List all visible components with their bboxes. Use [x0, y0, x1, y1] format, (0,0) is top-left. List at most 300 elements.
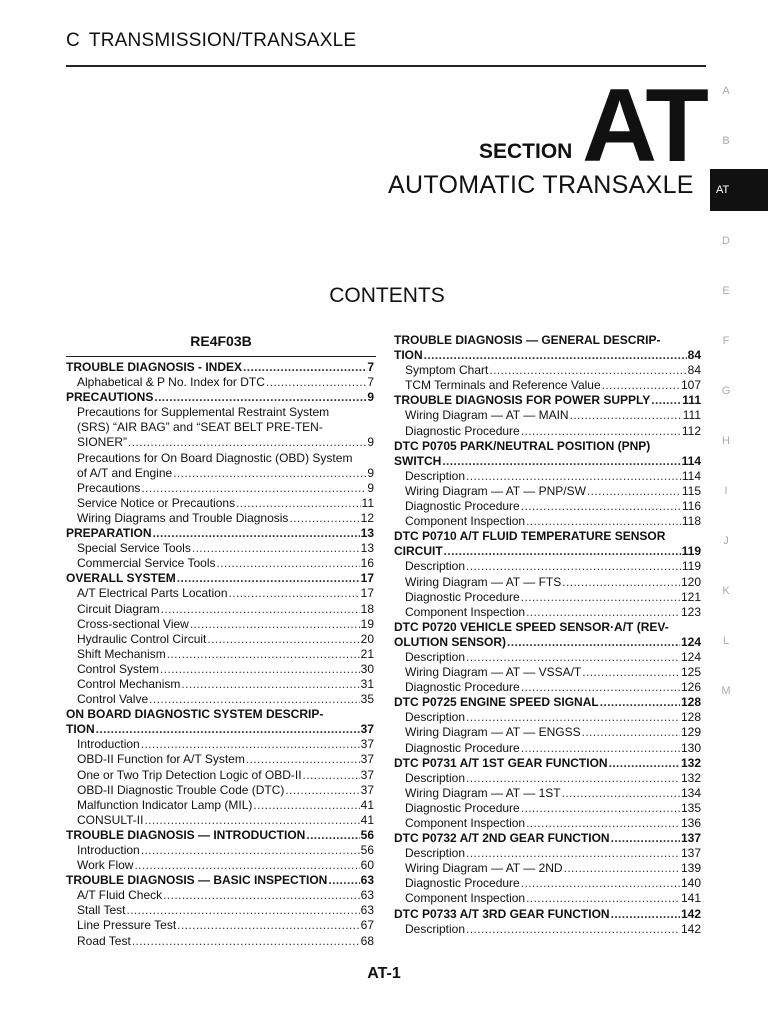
- toc-entry-title: Description: [405, 770, 466, 785]
- toc-entry-title: Description: [405, 846, 466, 861]
- toc-entry[interactable]: [66, 435, 374, 450]
- toc-entry[interactable]: [394, 363, 701, 378]
- toc-entry[interactable]: [66, 707, 374, 722]
- page-number: AT-1: [367, 965, 401, 982]
- toc-entry[interactable]: [394, 741, 701, 756]
- toc-entry-title: Circuit Diagram: [77, 601, 160, 616]
- toc-entry-title: Component Inspection: [405, 604, 526, 619]
- toc-entry-title: Description: [405, 710, 466, 725]
- toc-entry-title: OBD-II Diagnostic Trouble Code (DTC): [77, 782, 285, 797]
- toc-entry[interactable]: [394, 499, 701, 514]
- toc-entry[interactable]: [66, 511, 374, 526]
- dot-leader: [562, 786, 680, 801]
- toc-entry-title: SIONER”: [77, 435, 128, 450]
- toc-entry-page: 135: [680, 800, 701, 815]
- toc-entry[interactable]: [394, 620, 701, 635]
- header-rule: [66, 65, 706, 67]
- toc-entry-page: 120: [680, 574, 701, 589]
- toc-entry[interactable]: [66, 858, 374, 873]
- toc-entry-title: Cross-sectional View: [77, 616, 189, 631]
- toc-entry-page: 12: [360, 510, 374, 525]
- toc-entry-title: TCM Terminals and Reference Value: [405, 378, 601, 393]
- toc-entry-title: Control System: [77, 661, 160, 676]
- toc-entry-page: 11: [361, 495, 374, 510]
- toc-entry[interactable]: [394, 393, 701, 408]
- toc-entry-page: 63: [360, 903, 374, 918]
- toc-entry-page: 31: [360, 676, 374, 691]
- toc-entry-page: 119: [681, 559, 701, 574]
- index-tab-i[interactable]: I: [724, 485, 728, 497]
- toc-entry[interactable]: [394, 861, 701, 876]
- dot-leader: [442, 454, 680, 469]
- dot-leader: [570, 408, 682, 423]
- toc-entry-page: 134: [680, 785, 701, 800]
- dot-leader: [126, 903, 359, 918]
- dot-leader: [192, 541, 360, 556]
- toc-entry-title: Wiring Diagram — AT — VSSA/T: [405, 665, 582, 680]
- toc-entry[interactable]: [66, 828, 374, 843]
- toc-entry-page: 141: [680, 891, 701, 906]
- toc-entry[interactable]: [66, 617, 374, 632]
- toc-entry-title: Service Notice or Precautions: [77, 495, 236, 510]
- toc-entry-title: Malfunction Indicator Lamp (MIL): [77, 797, 253, 812]
- toc-entry-page: 116: [681, 499, 701, 514]
- toc-entry-title: (SRS) “AIR BAG” and “SEAT BELT PRE-TEN-: [77, 420, 323, 435]
- toc-entry[interactable]: [394, 816, 701, 831]
- toc-entry-title: Diagnostic Procedure: [405, 680, 520, 695]
- dot-leader: [328, 873, 359, 888]
- dot-leader: [521, 876, 680, 891]
- toc-entry-title: Line Pressure Test: [77, 918, 177, 933]
- toc-entry[interactable]: [66, 768, 374, 783]
- toc-entry-title: Precautions for On Board Diagnostic (OBD) System: [77, 450, 353, 465]
- toc-entry[interactable]: [394, 469, 701, 484]
- toc-entry[interactable]: [66, 737, 374, 752]
- index-tab-e[interactable]: E: [722, 285, 730, 297]
- toc-entry[interactable]: [394, 695, 701, 710]
- toc-entry[interactable]: [66, 934, 374, 949]
- dot-leader: [149, 692, 359, 707]
- dot-leader: [444, 544, 681, 559]
- dot-leader: [177, 571, 360, 586]
- toc-entry[interactable]: [394, 559, 701, 574]
- toc-entry[interactable]: [394, 439, 701, 454]
- toc-entry-page: 125: [680, 665, 701, 680]
- toc-entry-title: SWITCH: [394, 453, 442, 468]
- toc-entry-page: 21: [360, 646, 374, 661]
- index-tab-l[interactable]: L: [722, 635, 730, 647]
- toc-entry-title: OLUTION SENSOR): [394, 634, 507, 649]
- toc-entry-title: ON BOARD DIAGNOSTIC SYSTEM DESCRIP-: [66, 707, 324, 722]
- section-title: AUTOMATIC TRANSAXLE: [388, 171, 694, 199]
- toc-entry[interactable]: [66, 722, 374, 737]
- toc-entry-title: TROUBLE DIAGNOSIS — BASIC INSPECTION: [66, 873, 328, 888]
- toc-entry-page: 7: [367, 360, 374, 374]
- dot-leader: [651, 393, 681, 408]
- dot-leader: [285, 783, 359, 798]
- toc-entry-page: 20: [360, 631, 374, 646]
- dot-leader: [582, 725, 680, 740]
- toc-entry-page: 129: [680, 725, 701, 740]
- dot-leader: [521, 741, 680, 756]
- toc-entry-page: 137: [680, 846, 701, 861]
- toc-entry-title: Diagnostic Procedure: [405, 499, 520, 514]
- toc-entry-page: 37: [360, 722, 374, 737]
- toc-entry-page: 16: [360, 556, 374, 571]
- toc-entry[interactable]: [394, 348, 701, 363]
- dot-leader: [134, 858, 359, 873]
- toc-entry-page: 126: [680, 680, 701, 695]
- dot-leader: [177, 918, 359, 933]
- toc-entry-page: 13: [360, 526, 374, 541]
- dot-leader: [466, 469, 681, 484]
- toc-entry[interactable]: [66, 466, 374, 481]
- toc-entry[interactable]: [394, 725, 701, 740]
- model-heading: RE4F03B: [190, 333, 252, 349]
- index-tab-h[interactable]: H: [722, 435, 730, 447]
- toc-entry[interactable]: [66, 798, 374, 813]
- toc-entry-page: 140: [680, 876, 701, 891]
- toc-entry-page: 67: [360, 918, 374, 933]
- toc-entry-title: Wiring Diagram — AT — FTS: [405, 574, 562, 589]
- dot-leader: [466, 559, 681, 574]
- toc-entry-page: 114: [681, 468, 701, 483]
- toc-entry[interactable]: [66, 405, 374, 420]
- toc-entry[interactable]: [66, 632, 374, 647]
- toc-entry[interactable]: [394, 846, 701, 861]
- dot-leader: [521, 424, 681, 439]
- toc-entry[interactable]: [66, 375, 374, 390]
- toc-entry-title: DTC P0733 A/T 3RD GEAR FUNCTION: [394, 906, 610, 921]
- toc-entry-page: 68: [360, 933, 374, 948]
- dot-leader: [154, 390, 366, 405]
- index-tab-f[interactable]: F: [722, 335, 730, 347]
- toc-entry[interactable]: [394, 635, 701, 650]
- toc-entry-page: 9: [367, 390, 374, 405]
- toc-entry-page: 13: [360, 541, 374, 556]
- toc-entry[interactable]: [66, 677, 374, 692]
- toc-entry-page: 84: [687, 348, 701, 363]
- toc-entry-title: TION: [394, 348, 423, 363]
- dot-leader: [128, 435, 366, 450]
- dot-leader: [489, 363, 686, 378]
- toc-entry[interactable]: [66, 647, 374, 662]
- dot-leader: [306, 828, 359, 843]
- index-tab-j[interactable]: J: [723, 535, 729, 547]
- toc-entry-title: Precautions: [77, 480, 141, 495]
- toc-entry-title: DTC P0705 PARK/NEUTRAL POSITION (PNP): [394, 438, 651, 453]
- toc-entry[interactable]: [66, 420, 374, 435]
- toc-entry[interactable]: [66, 873, 374, 888]
- toc-entry-title: Work Flow: [77, 858, 134, 873]
- toc-entry-title: A/T Fluid Check: [77, 888, 163, 903]
- toc-entry-page: 142: [680, 906, 701, 921]
- toc-entry[interactable]: [394, 408, 701, 423]
- dot-leader: [243, 360, 366, 375]
- toc-entry-page: 118: [681, 514, 701, 529]
- toc-entry[interactable]: [394, 665, 701, 680]
- toc-entry[interactable]: [394, 786, 701, 801]
- toc-entry-page: 30: [360, 661, 374, 676]
- toc-entry-page: 121: [680, 589, 701, 604]
- toc-entry-title: A/T Electrical Parts Location: [77, 586, 228, 601]
- toc-entry-title: Wiring Diagrams and Trouble Diagnosis: [77, 510, 289, 525]
- toc-entry[interactable]: [66, 783, 374, 798]
- toc-entry-title: DTC P0710 A/T FLUID TEMPERATURE SENSOR: [394, 529, 666, 544]
- toc-entry[interactable]: [66, 526, 374, 541]
- toc-entry-title: Description: [405, 559, 466, 574]
- toc-entry[interactable]: [66, 571, 374, 586]
- toc-entry[interactable]: [394, 650, 701, 665]
- toc-entry-title: CONSULT-II: [77, 812, 144, 827]
- toc-entry-title: Wiring Diagram — AT — PNP/SW: [405, 483, 586, 498]
- toc-entry-title: PREPARATION: [66, 526, 152, 541]
- toc-entry[interactable]: [394, 710, 701, 725]
- toc-entry[interactable]: [394, 529, 701, 544]
- toc-entry[interactable]: [394, 454, 701, 469]
- toc-entry-page: 9: [367, 435, 374, 450]
- index-tab-m[interactable]: M: [721, 685, 731, 697]
- toc-entry-title: Diagnostic Procedure: [405, 876, 520, 891]
- toc-entry-title: Stall Test: [77, 903, 126, 918]
- toc-entry-page: 132: [680, 755, 701, 770]
- toc-entry-page: 124: [680, 649, 701, 664]
- toc-entry-title: PRECAUTIONS: [66, 390, 154, 405]
- toc-entry-title: Description: [405, 649, 466, 664]
- dot-leader: [564, 861, 680, 876]
- dot-leader: [190, 617, 360, 632]
- toc-entry-page: 111: [682, 408, 701, 423]
- toc-entry[interactable]: [66, 903, 374, 918]
- index-tab-k[interactable]: K: [722, 585, 730, 597]
- dot-leader: [141, 737, 360, 752]
- index-tab-g[interactable]: G: [721, 385, 731, 397]
- toc-entry-title: of A/T and Engine: [77, 465, 173, 480]
- dot-leader: [144, 813, 359, 828]
- toc-entry-title: Diagnostic Procedure: [405, 423, 520, 438]
- toc-entry-page: 112: [681, 423, 701, 438]
- section-code: AT: [582, 68, 705, 184]
- dot-leader: [253, 798, 359, 813]
- toc-entry-page: 128: [680, 710, 701, 725]
- toc-entry-page: 124: [680, 634, 701, 649]
- dot-leader: [236, 496, 360, 511]
- index-tab-b[interactable]: B: [722, 135, 730, 147]
- toc-entry-page: 60: [360, 858, 374, 873]
- dot-leader: [521, 801, 680, 816]
- toc-entry[interactable]: [394, 922, 701, 937]
- toc-entry-title: Commercial Service Tools: [77, 556, 216, 571]
- toc-entry-page: 107: [680, 378, 701, 393]
- toc-entry-title: DTC P0731 A/T 1ST GEAR FUNCTION: [394, 755, 608, 770]
- dot-leader: [466, 710, 680, 725]
- contents-heading: CONTENTS: [329, 284, 445, 307]
- toc-entry[interactable]: [66, 843, 374, 858]
- toc-entry[interactable]: [66, 813, 374, 828]
- toc-entry-title: Shift Mechanism: [77, 646, 166, 661]
- toc-entry-title: Diagnostic Procedure: [405, 740, 520, 755]
- dot-leader: [521, 499, 681, 514]
- toc-entry-page: 41: [360, 812, 374, 827]
- toc-entry[interactable]: [394, 544, 701, 559]
- dot-leader: [582, 665, 680, 680]
- toc-entry[interactable]: [394, 378, 701, 393]
- toc-entry[interactable]: [66, 586, 374, 601]
- dot-leader: [526, 891, 680, 906]
- toc-entry[interactable]: [394, 575, 701, 590]
- toc-entry-title: Wiring Diagram — AT — ENGSS: [405, 725, 581, 740]
- toc-entry[interactable]: [394, 891, 701, 906]
- toc-entry-page: 123: [680, 604, 701, 619]
- toc-entry-title: Component Inspection: [405, 816, 526, 830]
- toc-entry-title: Hydraulic Control Circuit: [77, 631, 207, 646]
- dot-leader: [181, 677, 359, 692]
- dot-leader: [303, 768, 360, 783]
- toc-entry-title: CIRCUIT: [394, 544, 443, 559]
- dot-leader: [96, 722, 360, 737]
- toc-entry-page: 9: [367, 480, 374, 495]
- toc-entry[interactable]: [66, 662, 374, 677]
- toc-entry-title: DTC P0732 A/T 2ND GEAR FUNCTION: [394, 831, 610, 846]
- toc-entry[interactable]: [394, 756, 701, 771]
- dot-leader: [246, 752, 360, 767]
- toc-entry-title: Introduction: [77, 737, 140, 752]
- toc-entry-title: TROUBLE DIAGNOSIS — GENERAL DESCRIP-: [394, 333, 661, 347]
- toc-entry-title: Precautions for Supplemental Restraint System: [77, 405, 330, 420]
- toc-entry-page: 18: [360, 601, 374, 616]
- toc-entry[interactable]: [394, 771, 701, 786]
- toc-entry-page: 114: [681, 453, 701, 468]
- toc-entry-title: Component Inspection: [405, 514, 526, 529]
- dot-leader: [609, 756, 680, 771]
- toc-entry-title: Component Inspection: [405, 891, 526, 906]
- toc-entry[interactable]: [394, 831, 701, 846]
- toc-entry[interactable]: [394, 590, 701, 605]
- toc-entry-title: Alphabetical & P No. Index for DTC: [77, 375, 265, 390]
- toc-entry[interactable]: [66, 390, 374, 405]
- toc-entry[interactable]: [66, 752, 374, 767]
- dot-leader: [141, 843, 360, 858]
- chapter-title: TRANSMISSION/TRANSAXLE: [88, 30, 357, 51]
- toc-entry[interactable]: [394, 907, 701, 922]
- toc-entry-page: 136: [680, 816, 701, 830]
- toc-entry[interactable]: [394, 605, 701, 620]
- toc-entry-title: Introduction: [77, 843, 140, 857]
- toc-entry-title: TROUBLE DIAGNOSIS FOR POWER SUPPLY: [394, 393, 651, 408]
- toc-entry[interactable]: [394, 801, 701, 816]
- toc-entry-title: Diagnostic Procedure: [405, 589, 520, 604]
- toc-entry[interactable]: [66, 556, 374, 571]
- dot-leader: [161, 602, 360, 617]
- toc-entry-page: 115: [681, 483, 701, 498]
- toc-entry[interactable]: [394, 424, 701, 439]
- dot-leader: [602, 378, 680, 393]
- dot-leader: [153, 526, 360, 541]
- toc-entry[interactable]: [394, 876, 701, 891]
- index-tab-d[interactable]: D: [722, 235, 730, 247]
- dot-leader: [424, 348, 687, 363]
- toc-entry-title: DTC P0720 VEHICLE SPEED SENSOR·A/T (REV-: [394, 619, 669, 634]
- toc-entry-page: 111: [682, 393, 701, 408]
- toc-entry[interactable]: [66, 602, 374, 617]
- index-tab-a[interactable]: A: [722, 85, 730, 97]
- dot-leader: [173, 466, 366, 481]
- toc-entry-page: 142: [680, 921, 701, 936]
- toc-entry-title: Road Test: [77, 933, 131, 948]
- toc-entry-title: TION: [66, 722, 95, 737]
- toc-entry-title: TROUBLE DIAGNOSIS — INTRODUCTION: [66, 827, 306, 842]
- toc-right-column: [394, 333, 701, 937]
- toc-entry-title: OBD-II Function for A/T System: [77, 752, 245, 767]
- dot-leader: [141, 481, 366, 496]
- dot-leader: [587, 484, 681, 499]
- toc-entry-page: 63: [360, 888, 374, 903]
- dot-leader: [611, 831, 680, 846]
- toc-entry-page: 56: [360, 843, 374, 857]
- toc-entry-title: One or Two Trip Detection Logic of OBD-II: [77, 767, 302, 782]
- toc-entry[interactable]: [394, 333, 701, 348]
- dot-leader: [163, 888, 359, 903]
- toc-entry-page: 41: [360, 797, 374, 812]
- toc-entry-title: Symptom Chart: [405, 363, 489, 378]
- dot-leader: [289, 511, 359, 526]
- toc-entry-page: 37: [360, 782, 374, 797]
- toc-entry-title: Control Valve: [77, 692, 149, 707]
- dot-leader: [466, 922, 680, 937]
- toc-entry[interactable]: [66, 692, 374, 707]
- dot-leader: [207, 632, 359, 647]
- toc-entry[interactable]: [66, 360, 374, 375]
- toc-entry[interactable]: [394, 680, 701, 695]
- toc-entry-title: Control Mechanism: [77, 676, 181, 691]
- dot-leader: [611, 907, 680, 922]
- toc-entry[interactable]: [66, 496, 374, 511]
- dot-leader: [466, 771, 680, 786]
- dot-leader: [600, 695, 680, 710]
- toc-entry[interactable]: [66, 541, 374, 556]
- toc-entry-title: OVERALL SYSTEM: [66, 571, 176, 586]
- dot-leader: [229, 586, 360, 601]
- toc-left-column: [66, 360, 374, 949]
- toc-entry[interactable]: [66, 918, 374, 933]
- index-tab-at[interactable]: AT: [710, 169, 768, 211]
- dot-leader: [521, 680, 680, 695]
- toc-entry[interactable]: [394, 484, 701, 499]
- toc-entry-title: Description: [405, 921, 466, 936]
- dot-leader: [562, 575, 680, 590]
- toc-entry[interactable]: [66, 888, 374, 903]
- toc-entry-page: 19: [360, 616, 374, 631]
- toc-entry-page: 128: [680, 695, 701, 710]
- model-rule: [66, 356, 376, 357]
- section-word: SECTION: [479, 140, 573, 163]
- dot-leader: [526, 816, 680, 831]
- toc-entry[interactable]: [394, 514, 701, 529]
- chapter-header: [66, 30, 356, 52]
- toc-entry-page: 37: [360, 752, 374, 767]
- dot-leader: [217, 556, 360, 571]
- toc-entry-title: Description: [405, 468, 466, 483]
- toc-entry-page: 130: [680, 740, 701, 755]
- toc-entry-page: 35: [360, 692, 374, 707]
- toc-entry-title: DTC P0725 ENGINE SPEED SIGNAL: [394, 695, 599, 710]
- dot-leader: [507, 635, 680, 650]
- toc-entry[interactable]: [66, 481, 374, 496]
- dot-leader: [160, 662, 360, 677]
- toc-entry[interactable]: [66, 451, 374, 466]
- toc-entry-page: 7: [367, 375, 374, 390]
- dot-leader: [266, 375, 366, 390]
